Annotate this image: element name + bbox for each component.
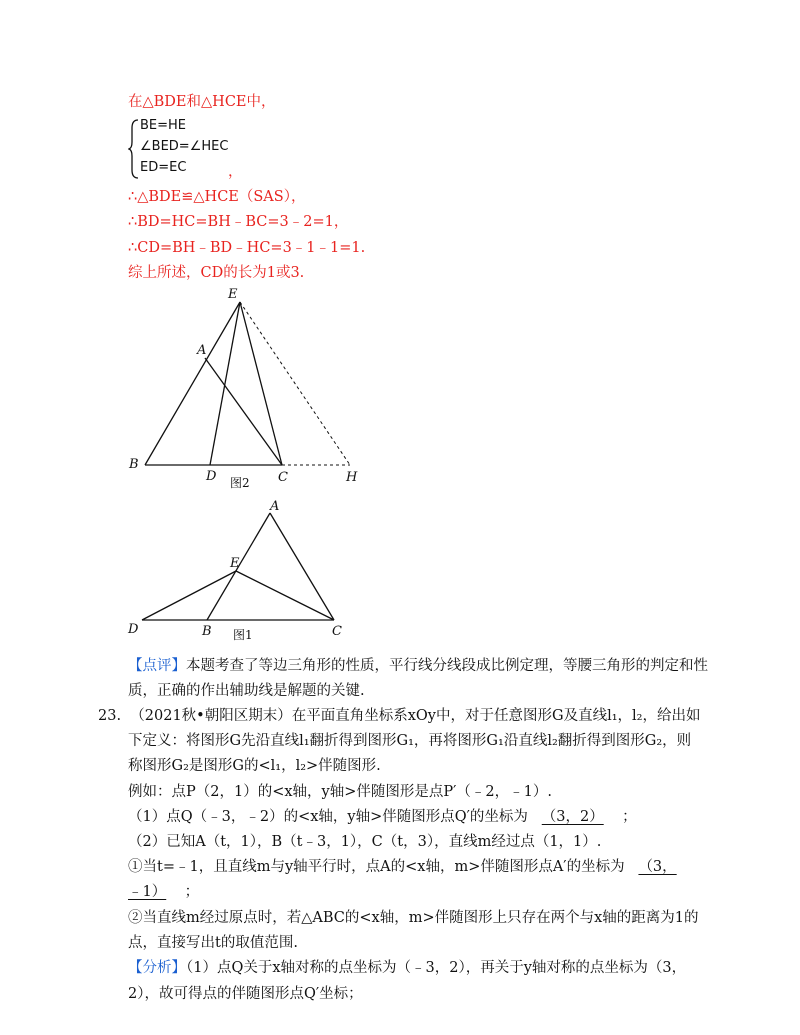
figure-2-caption: 图2	[230, 476, 250, 490]
q23-line-5	[128, 807, 637, 827]
label-E: E	[230, 556, 240, 571]
q23-line-1	[98, 706, 700, 726]
q23-line-7	[128, 857, 723, 877]
figure-1-caption: 图1	[233, 628, 253, 642]
equation-system	[128, 118, 288, 180]
answer-q2-part2: ﹣1）	[128, 884, 167, 900]
q23-line-11	[128, 958, 686, 978]
label-B: B	[129, 457, 139, 472]
solution-line-2: ∴△BDE≌△HCE（SAS），	[128, 189, 306, 205]
q23-line-4: 例如：点P（2，1）的<x轴，y轴>伴随图形是点P′（﹣2，﹣1）.	[128, 784, 552, 800]
q23-text-8b: ；	[184, 884, 200, 900]
label-A: A	[270, 499, 280, 514]
q23-line-9: ②当直线m经过原点时，若△ABC的<x轴，m>伴随图形上只存在两个与x轴的距离为1的	[128, 910, 699, 926]
q23-number: 23.	[98, 708, 122, 724]
label-C: C	[332, 624, 342, 639]
left-brace-icon	[128, 118, 140, 180]
review-line-1	[128, 656, 708, 676]
q23-text-5a: （1）点Q（﹣3，﹣2）的<x轴，y轴>伴随图形点Q′的坐标为	[128, 809, 528, 825]
q23-line-12: 2），故可得点的伴随图形点Q′坐标；	[128, 986, 363, 1002]
label-B: B	[202, 624, 212, 639]
solution-line-3: ∴BD=HC=BH﹣BC=3﹣2=1，	[128, 214, 349, 230]
line-BE	[145, 302, 240, 465]
label-A: A	[197, 343, 207, 358]
solution-line-4: ∴CD=BH﹣BD﹣HC=3﹣1﹣1=1.	[128, 240, 366, 256]
q23-text-5b: ；	[622, 809, 637, 825]
line-AC	[205, 358, 282, 465]
label-D: D	[206, 469, 217, 484]
review-tag: 【点评】	[128, 658, 186, 674]
q23-line-2: 下定义：将图形G先沿直线l₁翻折得到图形G₁，再将图形G₁沿直线l₂翻折得到图形G₂，则	[128, 733, 692, 749]
figure-1	[0, 495, 800, 645]
label-E: E	[228, 287, 238, 302]
line-CE	[240, 302, 282, 465]
label-D: D	[128, 622, 139, 637]
equation-row-3: ED=EC	[140, 160, 187, 175]
q23-line-8	[128, 882, 199, 902]
dashed-line-EH	[240, 302, 350, 465]
q23-line-3: 称图形G₂是图形G的<l₁，l₂>伴随图形.	[128, 758, 381, 774]
label-H: H	[346, 470, 358, 485]
figure-2	[0, 280, 800, 495]
answer-q2-part1: （3，	[638, 859, 677, 875]
solution-line-1: 在△BDE和△HCE中，	[128, 94, 276, 110]
q23-text-11: （1）点Q关于x轴对称的点坐标为（﹣3，2），再关于y轴对称的点坐标为（3，	[186, 960, 687, 976]
q23-text-1: （2021秋•朝阳区期末）在平面直角坐标系xOy中，对于任意图形G及直线l₁，l₂，给出如	[130, 708, 701, 724]
solution-line-5: 综上所述，CD的长为1或3.	[128, 265, 305, 281]
label-C: C	[278, 470, 288, 485]
review-text-1: 本题考查了等边三角形的性质，平行线分线段成比例定理，等腰三角形的判定和性	[186, 658, 708, 674]
review-line-2: 质，正确的作出辅助线是解题的关键.	[128, 683, 365, 699]
q23-line-10: 点，直接写出t的取值范围.	[128, 935, 298, 951]
equation-tail: ，	[228, 164, 243, 180]
q23-line-6: （2）已知A（t，1），B（t﹣3，1），C（t，3），直线m经过点（1，1）.	[128, 834, 602, 850]
equation-row-1: BE=HE	[140, 118, 187, 133]
q23-text-7a: ①当t=﹣1，且直线m与y轴平行时，点A的<x轴，m>伴随图形点A′的坐标为	[128, 859, 625, 875]
answer-q1: （3，2）	[541, 809, 604, 825]
equation-row-2: ∠BED=∠HEC	[140, 139, 229, 154]
analysis-tag: 【分析】	[128, 960, 186, 976]
